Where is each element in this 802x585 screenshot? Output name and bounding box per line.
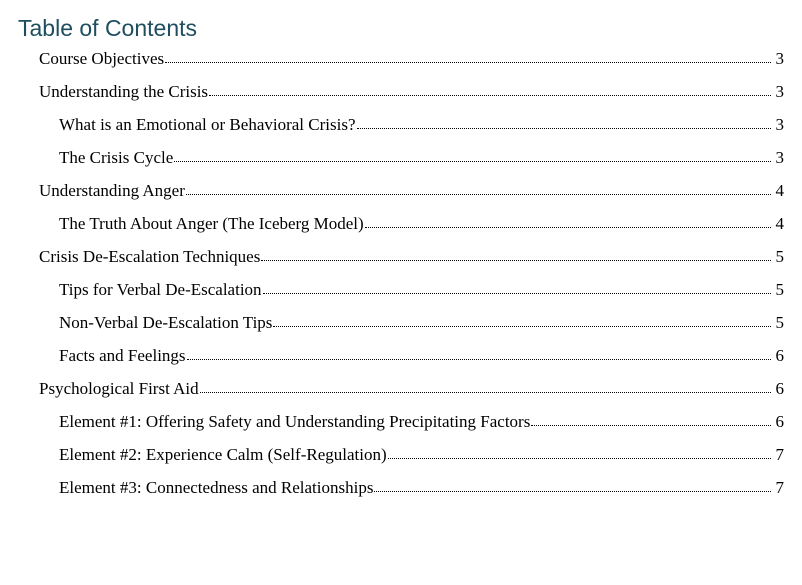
toc-entry-label: Element #1: Offering Safety and Understanding Precipitating Factors xyxy=(59,412,531,431)
toc-entry-element-3[interactable] xyxy=(59,476,784,500)
toc-heading: Table of Contents xyxy=(18,15,198,41)
toc-page-number: 3 xyxy=(775,82,784,101)
toc-dot-leader xyxy=(165,62,771,63)
toc-entry-emotional-behavioral-crisis[interactable] xyxy=(59,113,784,137)
toc-entry-understanding-the-crisis[interactable] xyxy=(39,80,784,104)
toc-page-number: 5 xyxy=(775,313,784,332)
toc-entry-label: Understanding Anger xyxy=(39,181,185,200)
toc-page-number: 6 xyxy=(775,346,784,365)
toc-entry-understanding-anger[interactable] xyxy=(39,179,784,203)
toc-entry-label: The Truth About Anger (The Iceberg Model) xyxy=(59,214,364,233)
toc-entry-label: What is an Emotional or Behavioral Crisis? xyxy=(59,115,356,134)
toc-page-number: 5 xyxy=(775,280,784,299)
toc-dot-leader xyxy=(263,293,771,294)
toc-entry-de-escalation-techniques[interactable] xyxy=(39,245,784,269)
toc-entry-psychological-first-aid[interactable] xyxy=(39,377,784,401)
toc-entry-element-2[interactable] xyxy=(59,443,784,467)
toc-entry-label: Facts and Feelings xyxy=(59,346,186,365)
toc-entry-crisis-cycle[interactable] xyxy=(59,146,784,170)
toc-page-number: 3 xyxy=(775,115,784,134)
toc-dot-leader xyxy=(187,359,771,360)
toc-entry-label: Course Objectives xyxy=(39,49,165,68)
toc-page-number: 5 xyxy=(775,247,784,266)
toc-entry-label: Understanding the Crisis xyxy=(39,82,209,101)
toc-page-number: 7 xyxy=(775,478,784,497)
toc-entry-label: Tips for Verbal De-Escalation xyxy=(59,280,262,299)
toc-entry-label: Element #2: Experience Calm (Self-Regulation) xyxy=(59,445,387,464)
toc-dot-leader xyxy=(531,425,771,426)
toc-entry-course-objectives[interactable] xyxy=(39,47,784,71)
toc-entry-facts-and-feelings[interactable] xyxy=(59,344,784,368)
toc-page-number: 7 xyxy=(775,445,784,464)
toc-page-number: 4 xyxy=(775,181,784,200)
toc-entry-label: Non-Verbal De-Escalation Tips xyxy=(59,313,273,332)
toc-dot-leader xyxy=(273,326,771,327)
toc-dot-leader xyxy=(374,491,771,492)
toc-page-number: 6 xyxy=(775,379,784,398)
toc-entry-verbal-de-escalation[interactable] xyxy=(59,278,784,302)
toc-dot-leader xyxy=(209,95,771,96)
toc-page-number: 4 xyxy=(775,214,784,233)
toc-dot-leader xyxy=(186,194,771,195)
toc-dot-leader xyxy=(357,128,772,129)
toc-entry-label: Crisis De-Escalation Techniques xyxy=(39,247,261,266)
toc-dot-leader xyxy=(365,227,771,228)
toc-entry-label: Element #3: Connectedness and Relationships xyxy=(59,478,374,497)
toc-dot-leader xyxy=(388,458,771,459)
toc-page-number: 3 xyxy=(775,49,784,68)
toc-entry-truth-about-anger[interactable] xyxy=(59,212,784,236)
toc-entry-label: Psychological First Aid xyxy=(39,379,199,398)
toc-page-number: 3 xyxy=(775,148,784,167)
toc-dot-leader xyxy=(174,161,771,162)
toc-page-number: 6 xyxy=(775,412,784,431)
toc-entry-non-verbal-de-escalation[interactable] xyxy=(59,311,784,335)
toc-dot-leader xyxy=(200,392,771,393)
toc-entry-label: The Crisis Cycle xyxy=(59,148,174,167)
toc-dot-leader xyxy=(261,260,771,261)
toc-entry-element-1[interactable] xyxy=(59,410,784,434)
